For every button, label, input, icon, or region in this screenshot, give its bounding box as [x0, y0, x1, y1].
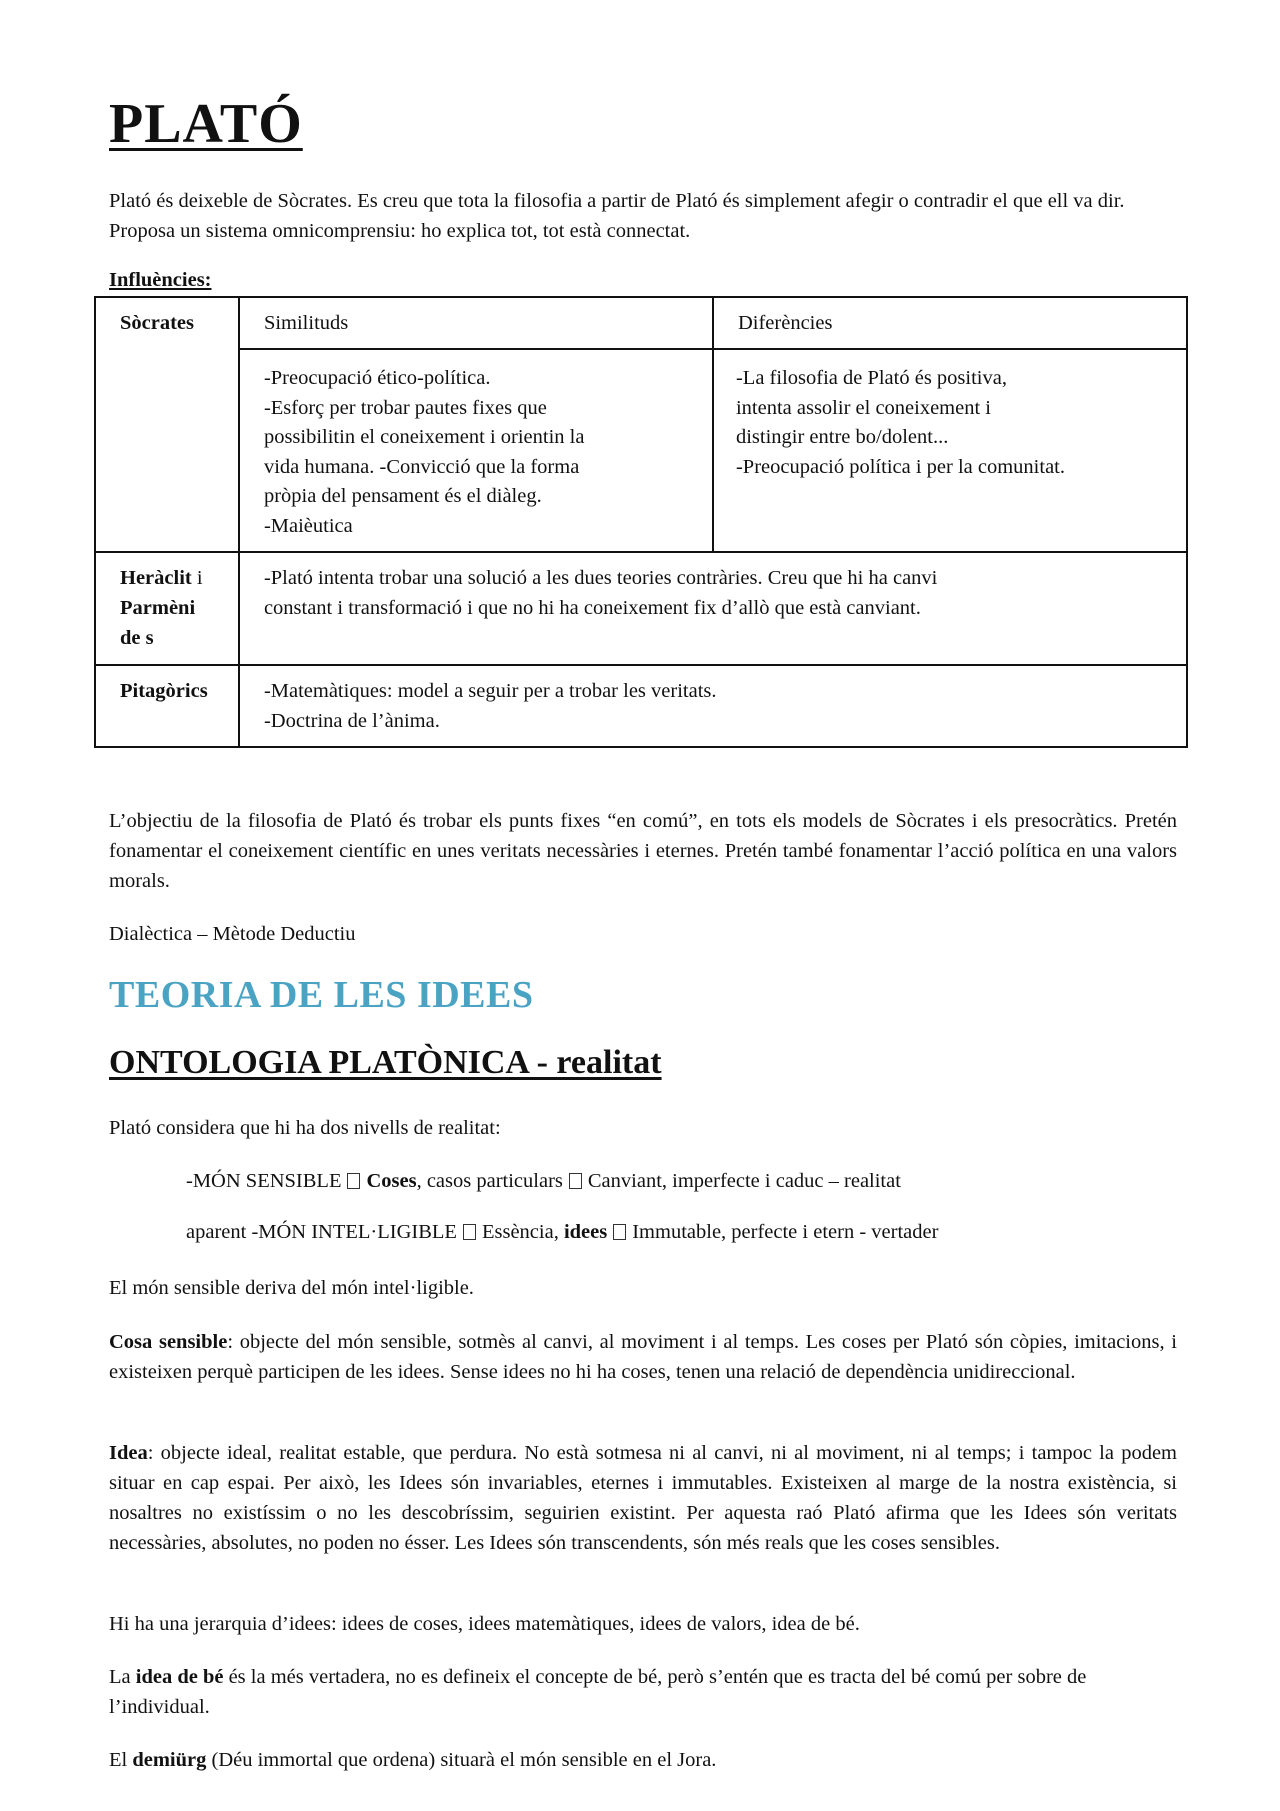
dialectica-line: Dialèctica – Mètode Deductiu — [109, 923, 356, 945]
table-row — [95, 297, 1187, 349]
ontology-title: ONTOLOGIA PLATÒNICA - realitat — [109, 1044, 662, 1081]
influences-label: Influències: — [109, 269, 212, 291]
arrow-placeholder-icon — [613, 1224, 626, 1240]
derive-line: El món sensible deriva del món intel·ligible. — [109, 1277, 474, 1299]
cell-pitagorics: -Matemàtiques: model a seguir per a trobar les veritats. -Doctrina de l’ànima. — [239, 665, 1187, 747]
level-intelligible: aparent -MÓN INTEL·LIGIBLE Essència, idees Immutable, perfecte i etern - vertader — [186, 1221, 939, 1243]
table-row — [95, 349, 1187, 552]
arrow-placeholder-icon — [569, 1173, 582, 1189]
cosa-sensible-paragraph: Cosa sensible: objecte del món sensible, sotmès al canvi, al moviment i al temps. Les coses per Plató són còpies, imitacions, i existeixen perquè participen de les idees. Sense idees no hi ha coses, tenen una relació de dependència unidireccional. — [109, 1331, 1177, 1383]
objective-paragraph: L’objectiu de la filosofia de Plató és trobar els punts fixes “en comú”, en tots els models de Sòcrates i els presocràtics. Pretén fonamentar el coneixement científic en unes veritats necessàries i eternes. Pretén també fonamentar l’acció política en una valors morals. — [109, 810, 1177, 892]
intro-paragraph: Plató és deixeble de Sòcrates. Es creu que tota la filosofia a partir de Plató és simplement afegir o contradir el que ell va dir. Proposa un sistema omnicomprensiu: ho explica tot, tot està connectat. — [109, 190, 1125, 242]
good-paragraph: La idea de bé és la més vertadera, no es defineix el concepte de bé, però s’entén que es tracta del bé comú per sobre de l’individual. — [109, 1666, 1087, 1718]
section-title: TEORIA DE LES IDEES — [109, 974, 534, 1016]
cell-diferencies: -La filosofia de Plató és positiva, intenta assolir el coneixement i distingir entre bo/dolent... -Preocupació política i per la comunitat. — [713, 349, 1187, 552]
demiurg-line: El demiürg (Déu immortal que ordena) situarà el món sensible en el Jora. — [109, 1749, 717, 1771]
page-title: PLATÓ — [109, 93, 303, 155]
levels-intro: Plató considera que hi ha dos nivells de realitat: — [109, 1117, 501, 1139]
arrow-placeholder-icon — [347, 1173, 360, 1189]
row-name-heraclit: Heràclit i Parmèni de s — [95, 552, 239, 665]
header-diferencies: Diferències — [713, 297, 1187, 349]
hierarchy-line: Hi ha una jerarquia d’idees: idees de coses, idees matemàtiques, idees de valors, idea de bé. — [109, 1613, 860, 1635]
row-name-socrates: Sòcrates — [95, 297, 239, 552]
table-row — [95, 552, 1187, 665]
arrow-placeholder-icon — [463, 1224, 476, 1240]
cell-heraclit: -Plató intenta trobar una solució a les dues teories contràries. Creu que hi ha canvi constant i transformació i que no hi ha coneixement fix d’allò que està canviant. — [239, 552, 1187, 665]
influences-table — [94, 296, 1188, 748]
cell-similituds: -Preocupació ético-política. -Esforç per trobar pautes fixes que possibilitin el coneixement i orientin la vida humana. -Convicció que la forma pròpia del pensament és el diàleg. -Maièutica — [239, 349, 713, 552]
row-name-pitagorics: Pitagòrics — [95, 665, 239, 747]
level-sensible: -MÓN SENSIBLE Coses, casos particulars Canviant, imperfecte i caduc – realitat — [186, 1170, 901, 1192]
table-row — [95, 665, 1187, 747]
header-similituds: Similituds — [239, 297, 713, 349]
idea-paragraph: Idea: objecte ideal, realitat estable, que perdura. No està sotmesa ni al canvi, ni al moviment, ni al temps; i tampoc la podem situar en cap espai. Per això, les Idees són invariables, eternes i immutables. Existeixen al marge de la nostra existència, si nosaltres no existíssim o no les descobríssim, seguirien existint. Per aquesta raó Plató afirma que les Idees són veritats necessàries, absolutes, no poden no ésser. Les Idees són transcendents, són més reals que les coses sensibles. — [109, 1442, 1177, 1554]
